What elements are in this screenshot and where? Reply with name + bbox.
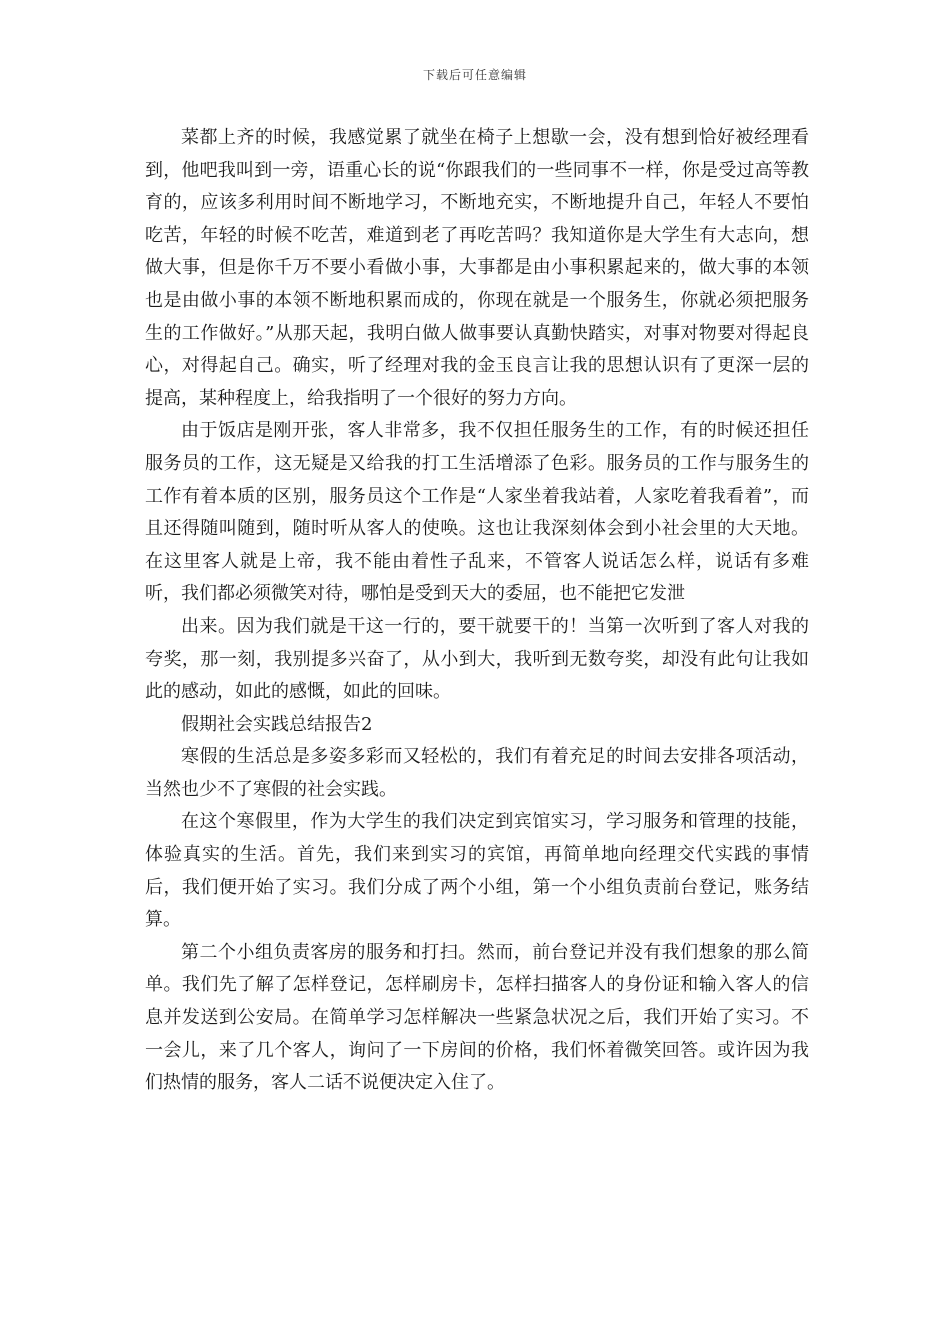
section-title: 假期社会实践总结报告2 — [181, 713, 373, 735]
paragraph: 第二个小组负责客房的服务和打扫。然而，前台登记并没有我们想象的那么简单。我们先了解了怎样登记，怎样刷房卡，怎样扫描客人的身份证和输入客人的信息并发送到公安局。在简单学习怎样解决一些紧急状况之后，我们开始了实习。不一会儿，来了几个客人，询问了一下房间的价格，我们怀着微笑回答。或许因为我们热情的服务，客人二话不说便决定入住了。 — [145, 941, 809, 1094]
document-body — [145, 122, 809, 1100]
paragraph: 寒假的生活总是多姿多彩而又轻松的，我们有着充足的时间去安排各项活动，当然也少不了寒假的社会实践。 — [145, 746, 809, 800]
paragraph: 由于饭店是刚开张，客人非常多，我不仅担任服务生的工作，有的时候还担任服务员的工作，这无疑是又给我的打工生活增添了色彩。服务员的工作与服务生的工作有着本质的区别，服务员这个工作是“人家坐着我站着，人家吃着我看着”，而且还得随叫随到，随时听从客人的使唤。这也让我深刻体会到小社会里的大天地。在这里客人就是上帝，我不能由着性子乱来，不管客人说话怎么样，说话有多难听，我们都必须微笑对待，哪怕是受到天大的委屈，也不能把它发泄 — [145, 420, 809, 605]
paragraph: 在这个寒假里，作为大学生的我们决定到宾馆实习，学习服务和管理的技能，体验真实的生活。首先，我们来到实习的宾馆，再简单地向经理交代实践的事情后，我们便开始了实习。我们分成了两个小组，第一个小组负责前台登记，账务结算。 — [145, 811, 809, 931]
paragraph: 出来。因为我们就是干这一行的，要干就要干的！当第一次听到了客人对我的夸奖，那一刻，我别提多兴奋了，从小到大，我听到无数夸奖，却没有此句让我如此的感动，如此的感慨，如此的回味。 — [145, 615, 809, 703]
page-header: 下载后可任意编辑 — [422, 68, 527, 82]
paragraph: 菜都上齐的时候，我感觉累了就坐在椅子上想歇一会，没有想到恰好被经理看到，他吧我叫到一旁，语重心长的说“你跟我们的一些同事不一样，你是受过高等教育的，应该多利用时间不断地学习，不断地充实，不断地提升自己，年轻人不要怕吃苦，年轻的时候不吃苦，难道到老了再吃苦吗？我知道你是大学生有大志向，想做大事，但是你千万不要小看做小事，大事都是由小事积累起来的，做大事的本领也是由做小事的本领不断地积累而成的，你现在就是一个服务生，你就必须把服务生的工作做好。”从那天起，我明白做人做事要认真勤快踏实，对事对物要对得起良心，对得起自己。确实，听了经理对我的金玉良言让我的思想认识有了更深一层的提高，某种程度上，给我指明了一个很好的努力方向。 — [145, 127, 809, 409]
